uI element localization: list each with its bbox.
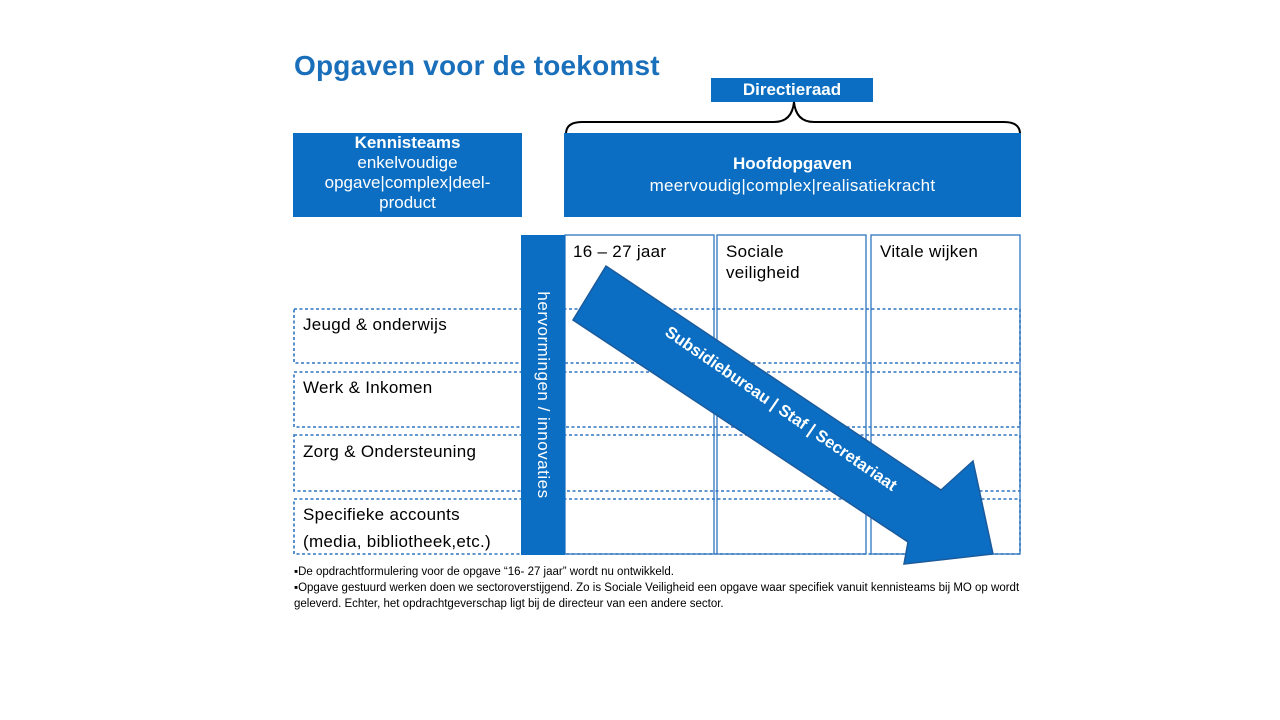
arrow-label: Subsidiebureau | Staf | Secretariaat [661,323,901,495]
page-title: Opgaven voor de toekomst [294,50,660,81]
row-label-4-line1: Specifieke accounts [303,505,460,524]
innovations-label: hervormingen / innovaties [534,291,553,499]
column-header-2-line1: Sociale [726,242,784,261]
kennisteams-line1: enkelvoudige [357,153,458,172]
row-label-2-line1: Werk & Inkomen [303,378,433,397]
directieraad-box: Directieraad [711,78,873,102]
row-label-1-line1: Jeugd & onderwijs [303,315,448,334]
kennisteams-line3: product [379,193,436,212]
hoofdopgaven-title: Hoofdopgaven [733,154,852,173]
row-label-3-line1: Zorg & Ondersteuning [303,442,477,461]
column-header-2-line2: veiligheid [726,263,800,282]
column-header-3-line1: Vitale wijken [880,242,979,261]
hoofdopgaven-subtitle: meervoudig|complex|realisatiekracht [649,176,936,195]
row-label-4-line2: (media, bibliotheek,etc.) [303,532,491,551]
column-header-1-line1: 16 – 27 jaar [573,242,667,261]
kennisteams-line2: opgave|complex|deel- [324,173,491,192]
footnote-1: ▪De opdrachtformulering voor de opgave “16- 27 jaar” wordt nu ontwikkeld. [294,566,674,578]
footnote-2: ▪Opgave gestuurd werken doen we sectoroverstijgend. Zo is Sociale Veiligheid een opgave waar specifiek vanuit kennisteams bij MO op wordt geleverd. Echter, het opdrachtgeverschap ligt bij de directeur van een andere sector. [294,582,1020,610]
footnotes [294,564,1054,612]
kennisteams-title: Kennisteams [354,133,461,152]
